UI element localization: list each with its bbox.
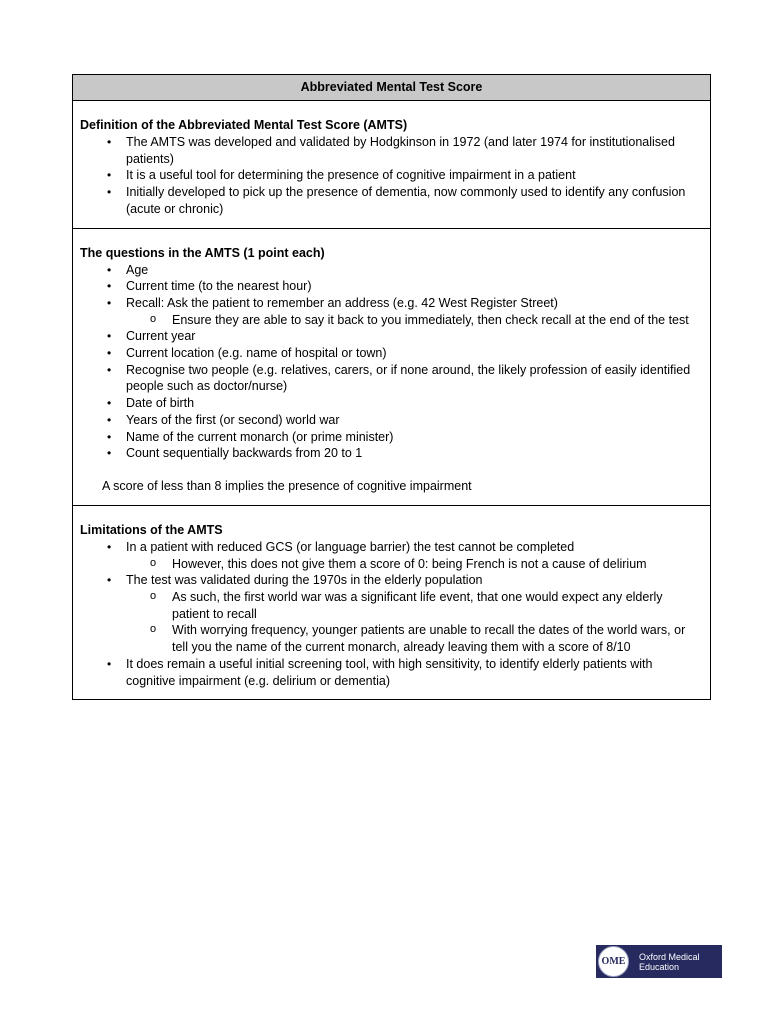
list-item — [80, 167, 702, 184]
section-1 — [73, 101, 710, 229]
list-item-text: Years of the first (or second) world war — [126, 412, 340, 427]
list-item — [80, 572, 702, 656]
sub-bullet-list — [126, 556, 702, 573]
bullet-icon: • — [107, 346, 112, 361]
list-item-text: Current location (e.g. name of hospital or town) — [126, 346, 387, 361]
list-item-text: Name of the current monarch (or prime minister) — [126, 429, 394, 444]
section-heading: Limitations of the AMTS — [80, 522, 223, 537]
list-item-text: Age — [126, 262, 149, 277]
list-item-text: Count sequentially backwards from 20 to 1 — [126, 446, 363, 461]
sub-list-item-text: As such, the first world war was a significant life event, that one would expect any elderly patient to recall — [172, 590, 663, 621]
list-item-text: Current time (to the nearest hour) — [126, 279, 312, 294]
sub-bullet-icon: o — [150, 623, 157, 636]
bullet-list — [80, 539, 702, 689]
section-heading: Definition of the Abbreviated Mental Test Score (AMTS) — [80, 118, 408, 132]
bullet-icon: • — [107, 168, 112, 183]
bullet-icon: • — [107, 446, 112, 461]
sections-container — [73, 101, 710, 699]
bullet-icon: • — [107, 295, 112, 310]
ome-seal-icon: OME — [598, 946, 629, 977]
list-item — [80, 445, 702, 462]
bullet-icon: • — [107, 279, 112, 294]
list-item — [80, 262, 702, 279]
logo-text — [639, 952, 700, 972]
logo-line-1: Oxford Medical — [639, 951, 700, 962]
sub-bullet-icon: o — [150, 590, 157, 603]
list-item — [80, 656, 702, 689]
bullet-icon: • — [107, 573, 112, 588]
section-heading: The questions in the AMTS (1 point each) — [80, 245, 325, 260]
list-item — [80, 362, 702, 395]
sub-list-item-text: With worrying frequency, younger patients are unable to recall the dates of the world wars, or tell you the name of the current monarch, already leaving them with a score of 8/10 — [172, 623, 686, 655]
sub-bullet-icon: o — [150, 312, 157, 325]
document-title: Abbreviated Mental Test Score — [73, 75, 710, 101]
bullet-icon: • — [107, 185, 112, 200]
list-item — [80, 278, 702, 295]
list-item-text: It is a useful tool for determining the presence of cognitive impairment in a patient — [126, 168, 576, 183]
list-item — [80, 395, 702, 412]
bullet-icon: • — [107, 262, 112, 277]
list-item — [80, 295, 702, 328]
list-item-text: In a patient with reduced GCS (or language barrier) the test cannot be completed — [126, 539, 575, 554]
list-item-text: Current year — [126, 329, 196, 344]
section-2 — [73, 229, 710, 506]
section-summary: A score of less than 8 implies the presence of cognitive impairment — [102, 478, 472, 493]
bullet-icon: • — [107, 539, 112, 554]
list-item — [80, 134, 702, 167]
bullet-list — [80, 262, 702, 462]
list-item-text: It does remain a useful initial screening tool, with high sensitivity, to identify elderly patients with cognitive impairment (e.g. delirium or dementia) — [126, 656, 653, 688]
list-item-text: The AMTS was developed and validated by Hodgkinson in 1972 (and later 1974 for institutionalised patients) — [126, 135, 675, 166]
bullet-list — [80, 134, 702, 218]
sub-bullet-list — [126, 312, 702, 329]
logo-line-2: Education — [639, 961, 680, 972]
list-item — [80, 345, 702, 362]
sub-list-item-text: However, this does not give them a score of 0: being French is not a cause of delirium — [172, 556, 647, 571]
list-item — [80, 429, 702, 446]
sub-bullet-icon: o — [150, 556, 157, 569]
bullet-icon: • — [107, 656, 112, 671]
list-item — [80, 328, 702, 345]
list-item-text: Recall: Ask the patient to remember an address (e.g. 42 West Register Street) — [126, 295, 558, 310]
sub-list-item — [126, 556, 702, 573]
list-item-text: The test was validated during the 1970s in the elderly population — [126, 573, 483, 588]
bullet-icon: • — [107, 362, 112, 377]
sub-bullet-list — [126, 589, 702, 656]
section-3 — [73, 506, 710, 699]
list-item-text: Initially developed to pick up the presence of dementia, now commonly used to identify any confusion (acute or chronic) — [126, 185, 686, 216]
list-item — [80, 184, 702, 217]
list-item — [80, 539, 702, 572]
sub-list-item — [126, 622, 702, 655]
bullet-icon: • — [107, 396, 112, 411]
bullet-icon: • — [107, 329, 112, 344]
list-item-text: Recognise two people (e.g. relatives, carers, or if none around, the likely profession of easily identified people such as doctor/nurse) — [126, 362, 691, 394]
bullet-icon: • — [107, 429, 112, 444]
document-table — [72, 74, 711, 700]
bullet-icon: • — [107, 412, 112, 427]
bullet-icon: • — [107, 135, 112, 149]
list-item-text: Date of birth — [126, 396, 195, 411]
oxford-medical-education-logo — [596, 945, 722, 978]
sub-list-item — [126, 312, 702, 329]
sub-list-item — [126, 589, 702, 622]
list-item — [80, 412, 702, 429]
sub-list-item-text: Ensure they are able to say it back to you immediately, then check recall at the end of the test — [172, 312, 689, 327]
